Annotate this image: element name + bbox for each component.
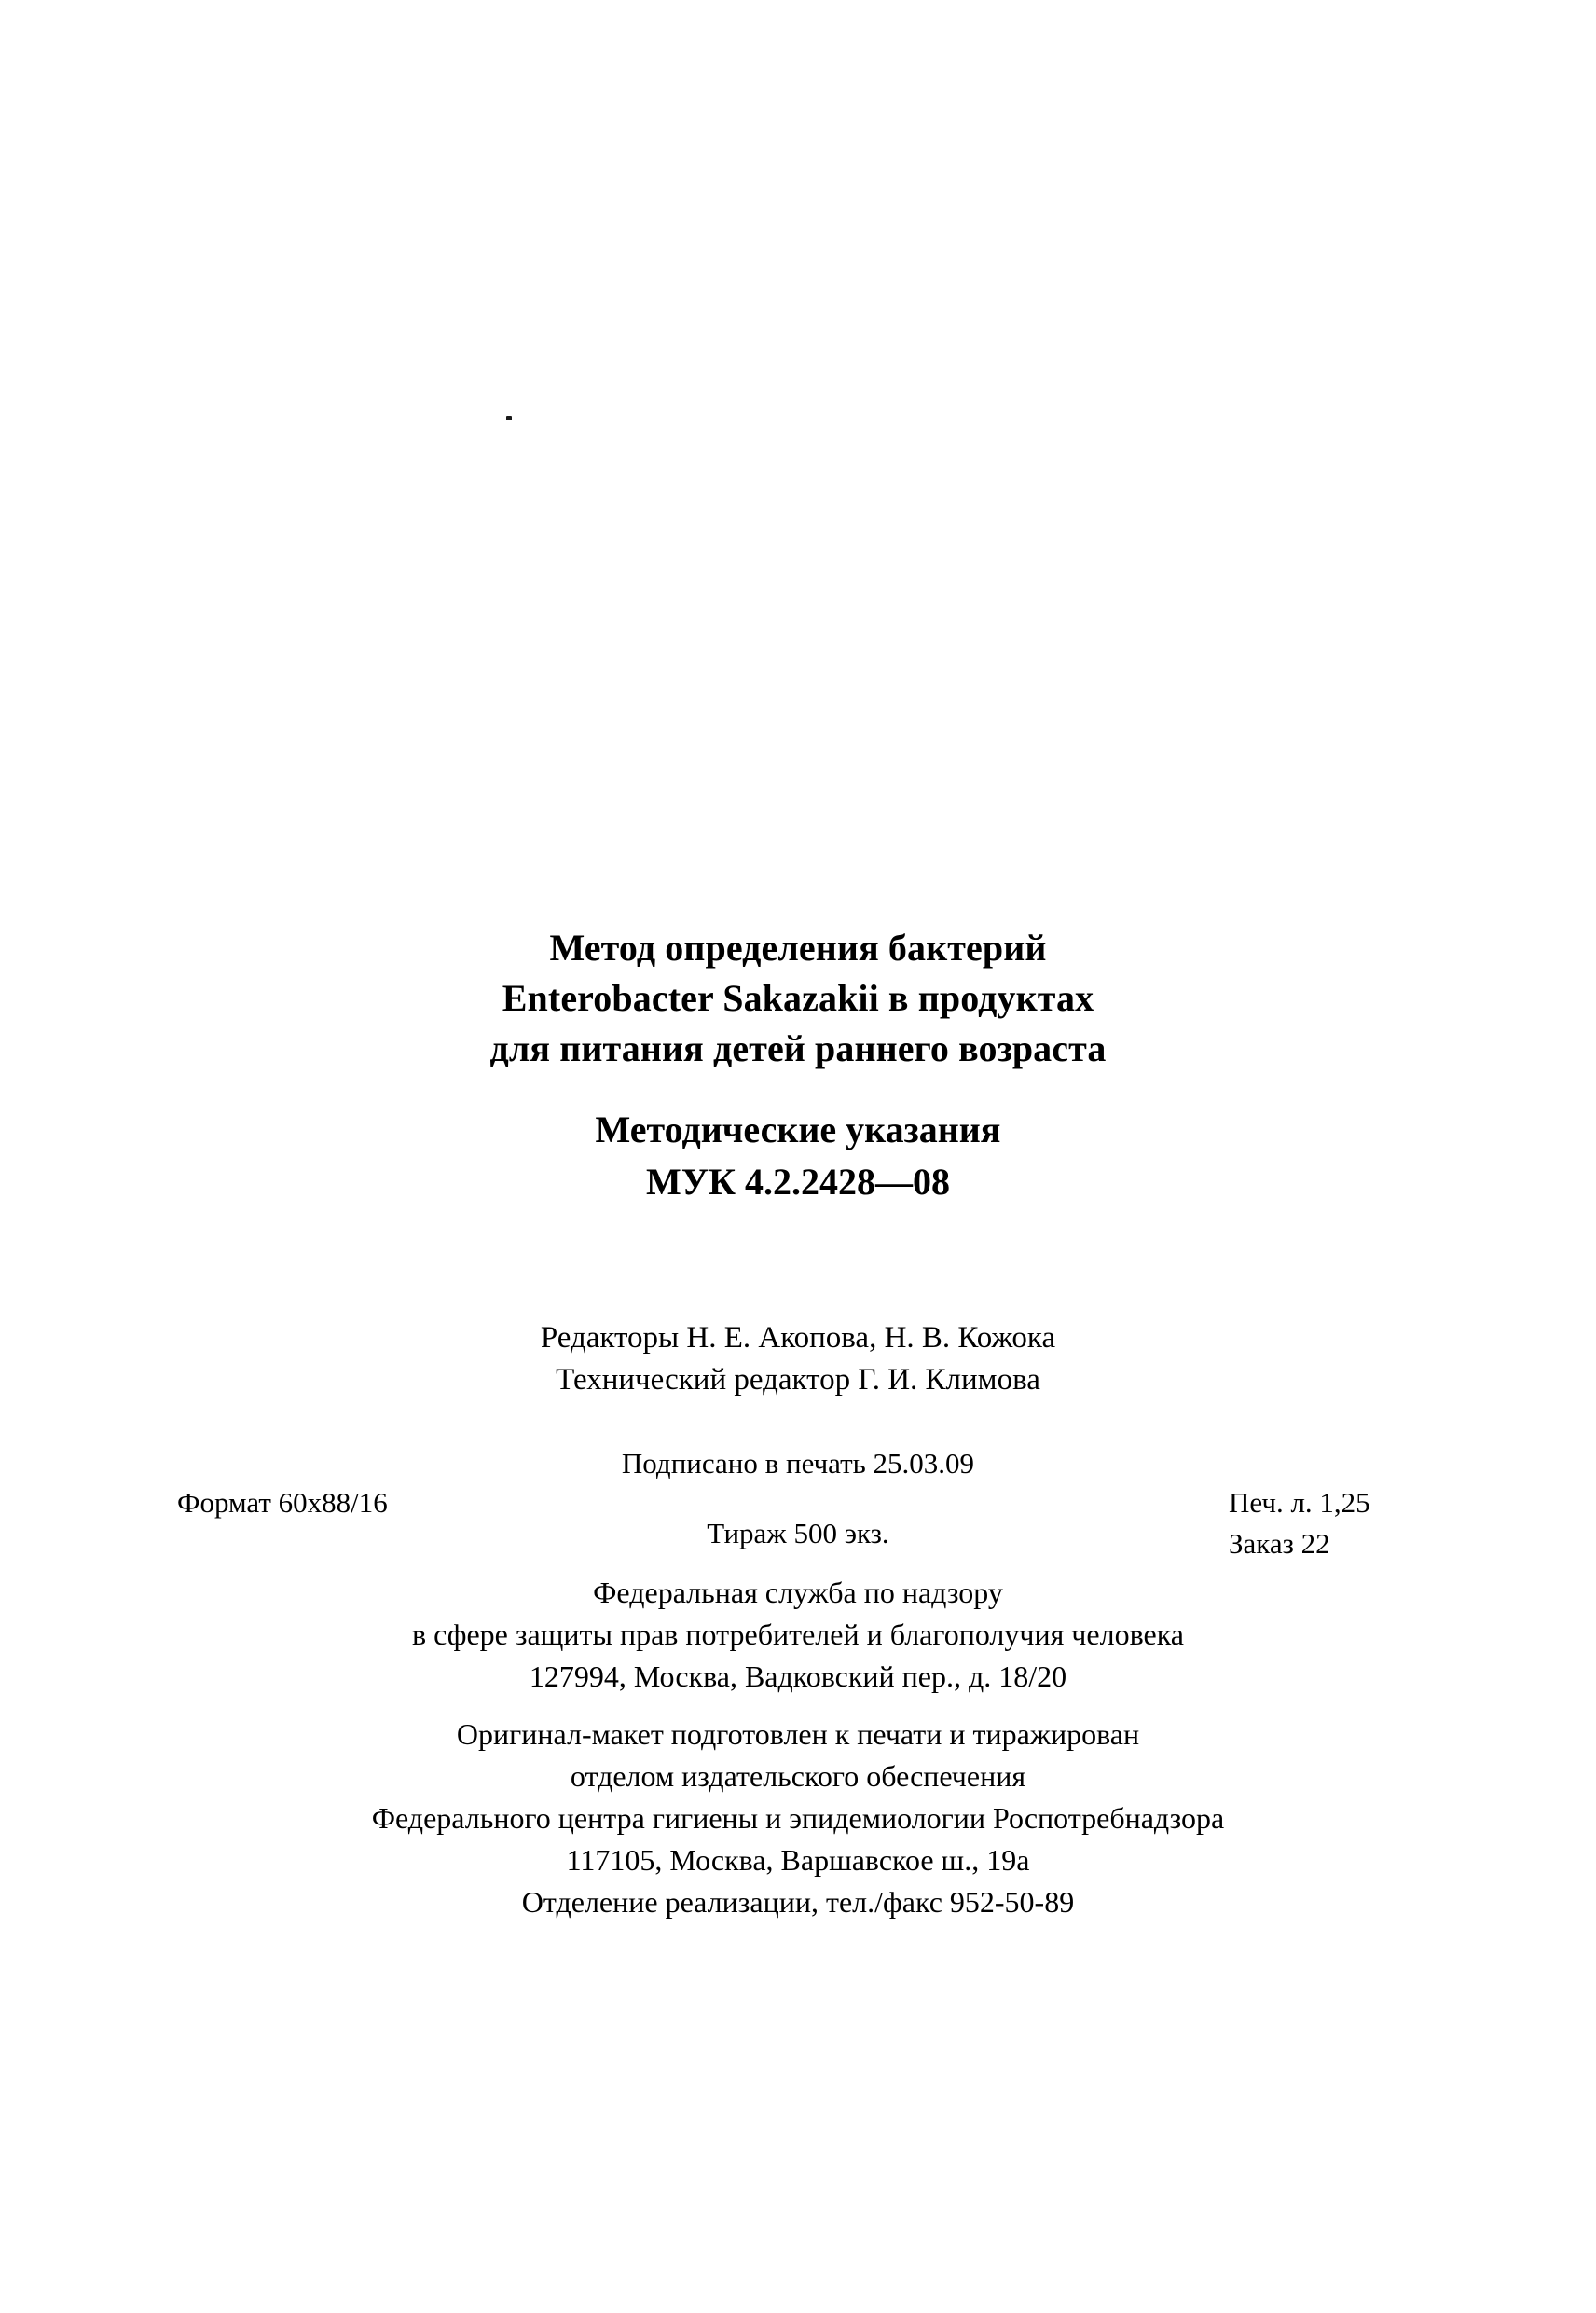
signed-to-print-label: Подписано в печать 25.03.09 xyxy=(621,1447,975,1480)
publisher-name-line-2: в сфере защиты прав потребителей и благополучия человека xyxy=(412,1618,1184,1651)
document-type-label: Методические указания xyxy=(595,1108,1001,1150)
producer-address-line: 117105, Москва, Варшавское ш., 19а xyxy=(566,1843,1030,1877)
editors-line: Редакторы Н. Е. Акопова, Н. В. Кожока xyxy=(540,1321,1056,1355)
document-title-block xyxy=(0,923,1596,1074)
producer-line-3: Федерального центра гигиены и эпидемиологии Роспотребнадзора xyxy=(371,1801,1225,1835)
document-subtitle-block xyxy=(0,1104,1596,1208)
producer-line-2: отделом издательского обеспечения xyxy=(570,1759,1026,1793)
document-title-line-1: Метод определения бактерий xyxy=(549,927,1047,969)
producer-block xyxy=(0,1714,1596,1923)
publisher-name-line-1: Федеральная служба по надзору xyxy=(593,1576,1003,1609)
format-label: Формат 60х88/16 xyxy=(177,1486,388,1519)
scan-speck xyxy=(506,416,512,420)
imprint-row xyxy=(0,1443,1596,1560)
document-title-line-2: Enterobacter Sakazakii в продуктах xyxy=(502,977,1094,1019)
technical-editor-line: Технический редактор Г. И. Климова xyxy=(556,1363,1040,1397)
sales-department-line: Отделение реализации, тел./факс 952-50-89 xyxy=(521,1885,1075,1919)
editors-block xyxy=(0,1317,1596,1401)
publisher-block xyxy=(0,1572,1596,1698)
document-code-label: МУК 4.2.2428—08 xyxy=(645,1161,951,1203)
producer-line-1: Оригинал-макет подготовлен к печати и тиражирован xyxy=(456,1717,1140,1751)
order-label: Заказ 22 xyxy=(1229,1527,1330,1560)
imprint-right-column xyxy=(1229,1482,1370,1564)
printed-sheets-label: Печ. л. 1,25 xyxy=(1229,1486,1370,1519)
document-title-line-3: для питания детей раннего возраста xyxy=(489,1027,1107,1069)
print-run-label: Тираж 500 экз. xyxy=(707,1517,889,1549)
publisher-address-line: 127994, Москва, Вадковский пер., д. 18/20 xyxy=(529,1659,1067,1693)
